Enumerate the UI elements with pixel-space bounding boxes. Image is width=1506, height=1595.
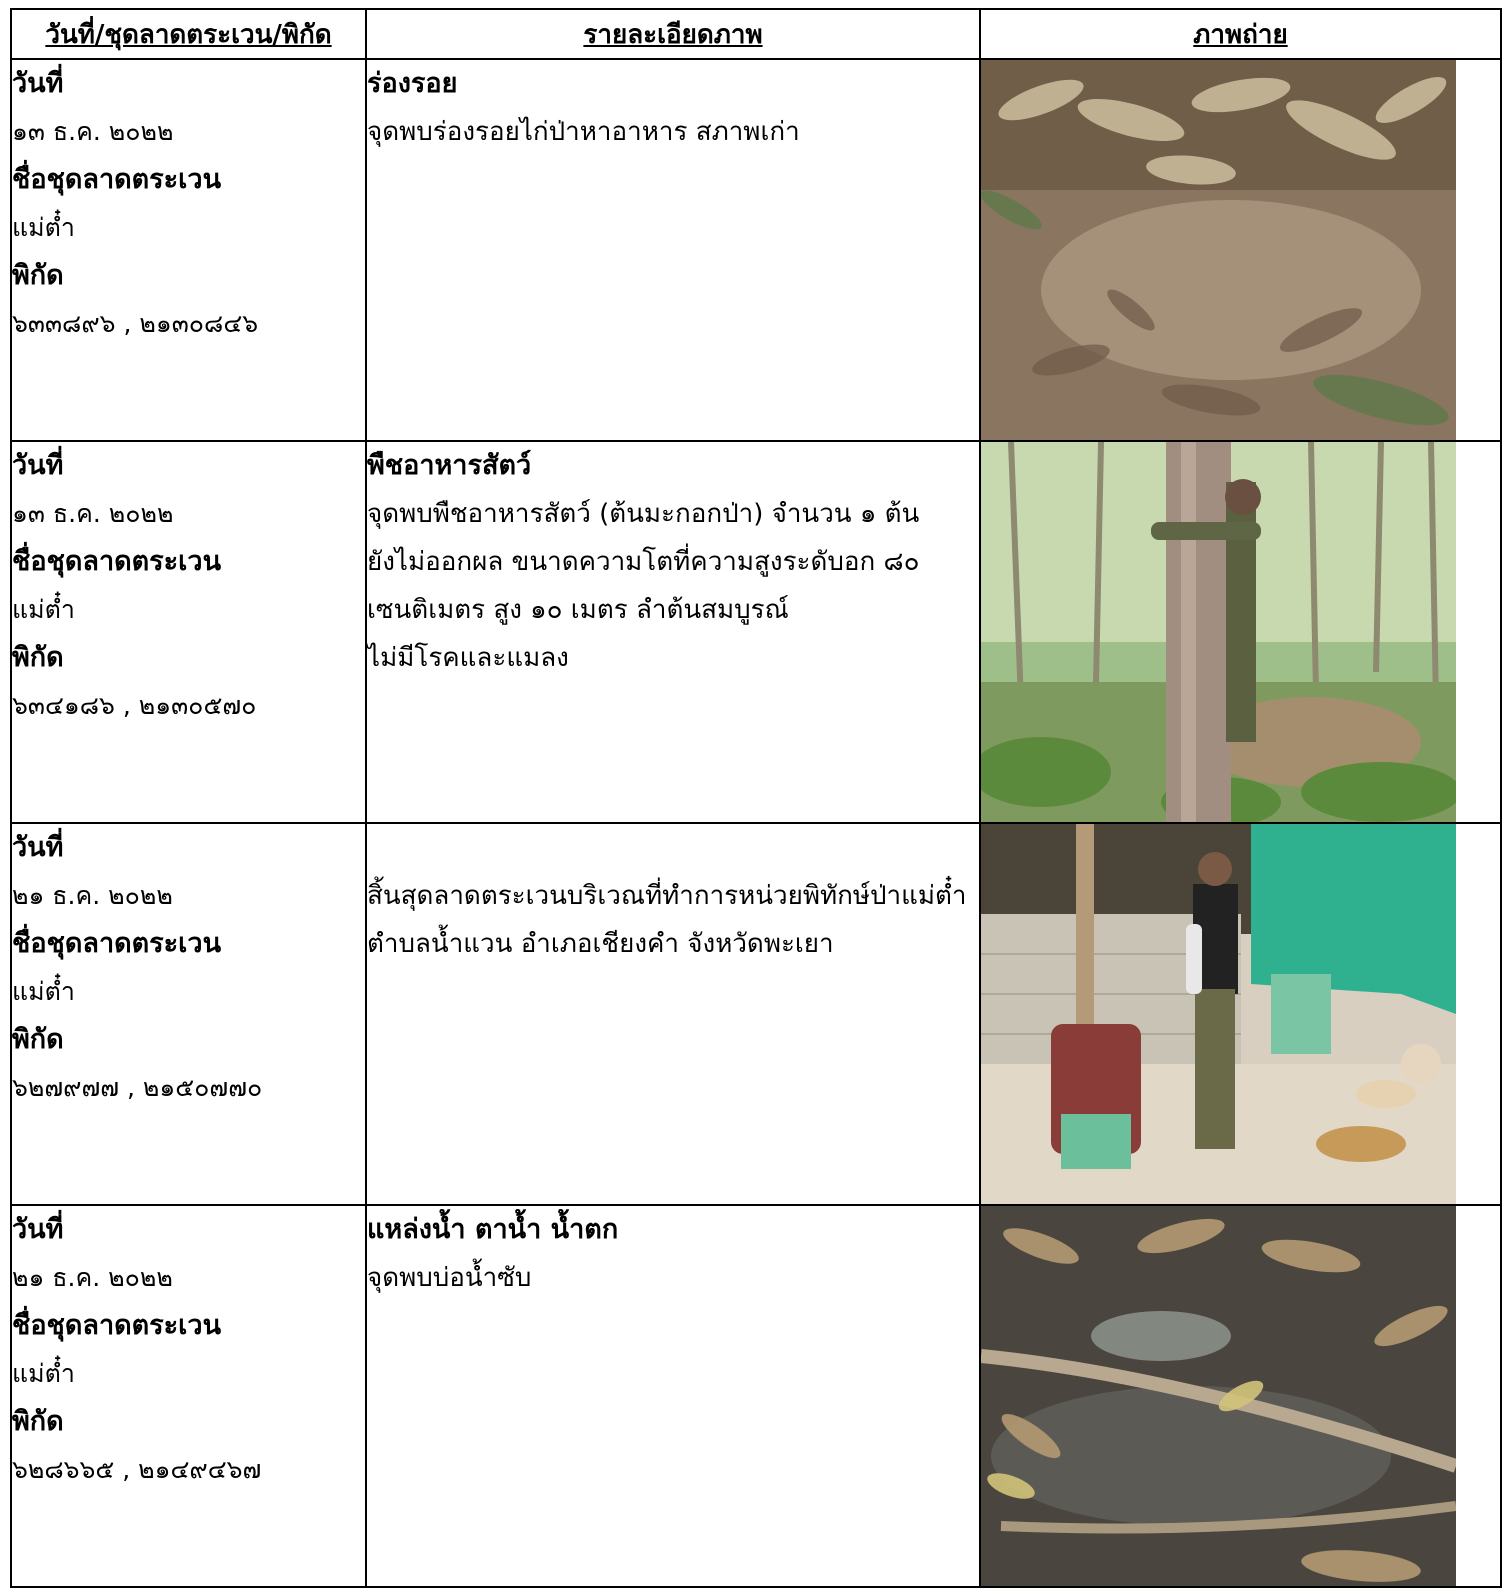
patrol-value: แม่ต๋ำ [12, 977, 75, 1006]
header-date-patrol-coords: วันที่/ชุดลาดตระเวน/พิกัด [11, 9, 366, 59]
description-title: แหล่งน้ำ ตาน้ำ น้ำตก [367, 1214, 619, 1245]
photo-cell [980, 1205, 1501, 1587]
date-value: ๑๓ ธ.ค. ๒๐๒๒ [12, 117, 174, 146]
description-line: สิ้นสุดลาดตระเวนบริเวณที่ทำการหน่วยพิทักษ์ป่าแม่ต๋ำ [367, 881, 967, 911]
leaf-litter-ground-photo [981, 60, 1456, 440]
description-line: ยังไม่ออกผล ขนาดความโตที่ความสูงระดับอก ๘๐ [367, 547, 920, 577]
patrol-label: ชื่อชุดลาดตระเวน [12, 546, 222, 577]
date-label: วันที่ [12, 68, 64, 99]
patrol-label: ชื่อชุดลาดตระเวน [12, 928, 222, 959]
table-row [11, 59, 1501, 441]
date-value: ๒๑ ธ.ค. ๒๐๒๒ [12, 1263, 173, 1292]
table-row [11, 823, 1501, 1205]
ranger-station-photo [981, 824, 1456, 1204]
meta-cell [11, 823, 366, 1205]
description-title: พืชอาหารสัตว์ [367, 450, 532, 481]
description-line: ไม่มีโรคและแมลง [367, 643, 569, 673]
date-value: ๑๓ ธ.ค. ๒๐๒๒ [12, 499, 174, 528]
patrol-log-table [10, 8, 1502, 1588]
date-label: วันที่ [12, 832, 64, 863]
table-header-row [11, 9, 1501, 59]
table-row [11, 441, 1501, 823]
patrol-report-sheet [10, 8, 1502, 1588]
patrol-label: ชื่อชุดลาดตระเวน [12, 1310, 222, 1341]
description-line: ตำบลน้ำแวน อำเภอเชียงคำ จังหวัดพะเยา [367, 929, 834, 959]
coords-value: ๖๒๘๖๖๕ , ๒๑๔๙๔๖๗ [12, 1455, 262, 1484]
description-line: จุดพบพืชอาหารสัตว์ (ต้นมะกอกป่า) จำนวน ๑ ต้น [367, 499, 920, 529]
header-photo: ภาพถ่าย [980, 9, 1501, 59]
patrol-value: แม่ต๋ำ [12, 1359, 75, 1388]
coords-label: พิกัด [12, 642, 64, 673]
photo-cell [980, 823, 1501, 1205]
header-description: รายละเอียดภาพ [366, 9, 980, 59]
description-line: เซนติเมตร สูง ๑๐ เมตร ลำต้นสมบูรณ์ [367, 595, 789, 625]
coords-label: พิกัด [12, 260, 64, 291]
patrol-value: แม่ต๋ำ [12, 595, 75, 624]
coords-value: ๖๓๓๘๙๖ , ๒๑๓๐๘๔๖ [12, 309, 259, 338]
date-label: วันที่ [12, 450, 64, 481]
patrol-value: แม่ต๋ำ [12, 213, 75, 242]
meta-cell [11, 441, 366, 823]
date-value: ๒๑ ธ.ค. ๒๐๒๒ [12, 881, 173, 910]
description-cell [366, 823, 980, 1205]
patrol-label: ชื่อชุดลาดตระเวน [12, 164, 222, 195]
ranger-hugging-tree-photo [981, 442, 1456, 822]
coords-label: พิกัด [12, 1406, 64, 1437]
coords-label: พิกัด [12, 1024, 64, 1055]
description-cell [366, 59, 980, 441]
description-cell [366, 441, 980, 823]
photo-cell [980, 441, 1501, 823]
muddy-water-seep-photo [981, 1206, 1456, 1586]
description-line: จุดพบบ่อน้ำซับ [367, 1263, 532, 1293]
date-label: วันที่ [12, 1214, 64, 1245]
description-cell [366, 1205, 980, 1587]
table-row [11, 1205, 1501, 1587]
description-title: ร่องรอย [367, 68, 458, 99]
description-line: จุดพบร่องรอยไก่ป่าหาอาหาร สภาพเก่า [367, 117, 800, 147]
photo-cell [980, 59, 1501, 441]
meta-cell [11, 1205, 366, 1587]
coords-value: ๖๓๔๑๘๖ , ๒๑๓๐๕๗๐ [12, 691, 257, 720]
meta-cell [11, 59, 366, 441]
coords-value: ๖๒๗๙๗๗ , ๒๑๕๐๗๗๐ [12, 1073, 263, 1102]
